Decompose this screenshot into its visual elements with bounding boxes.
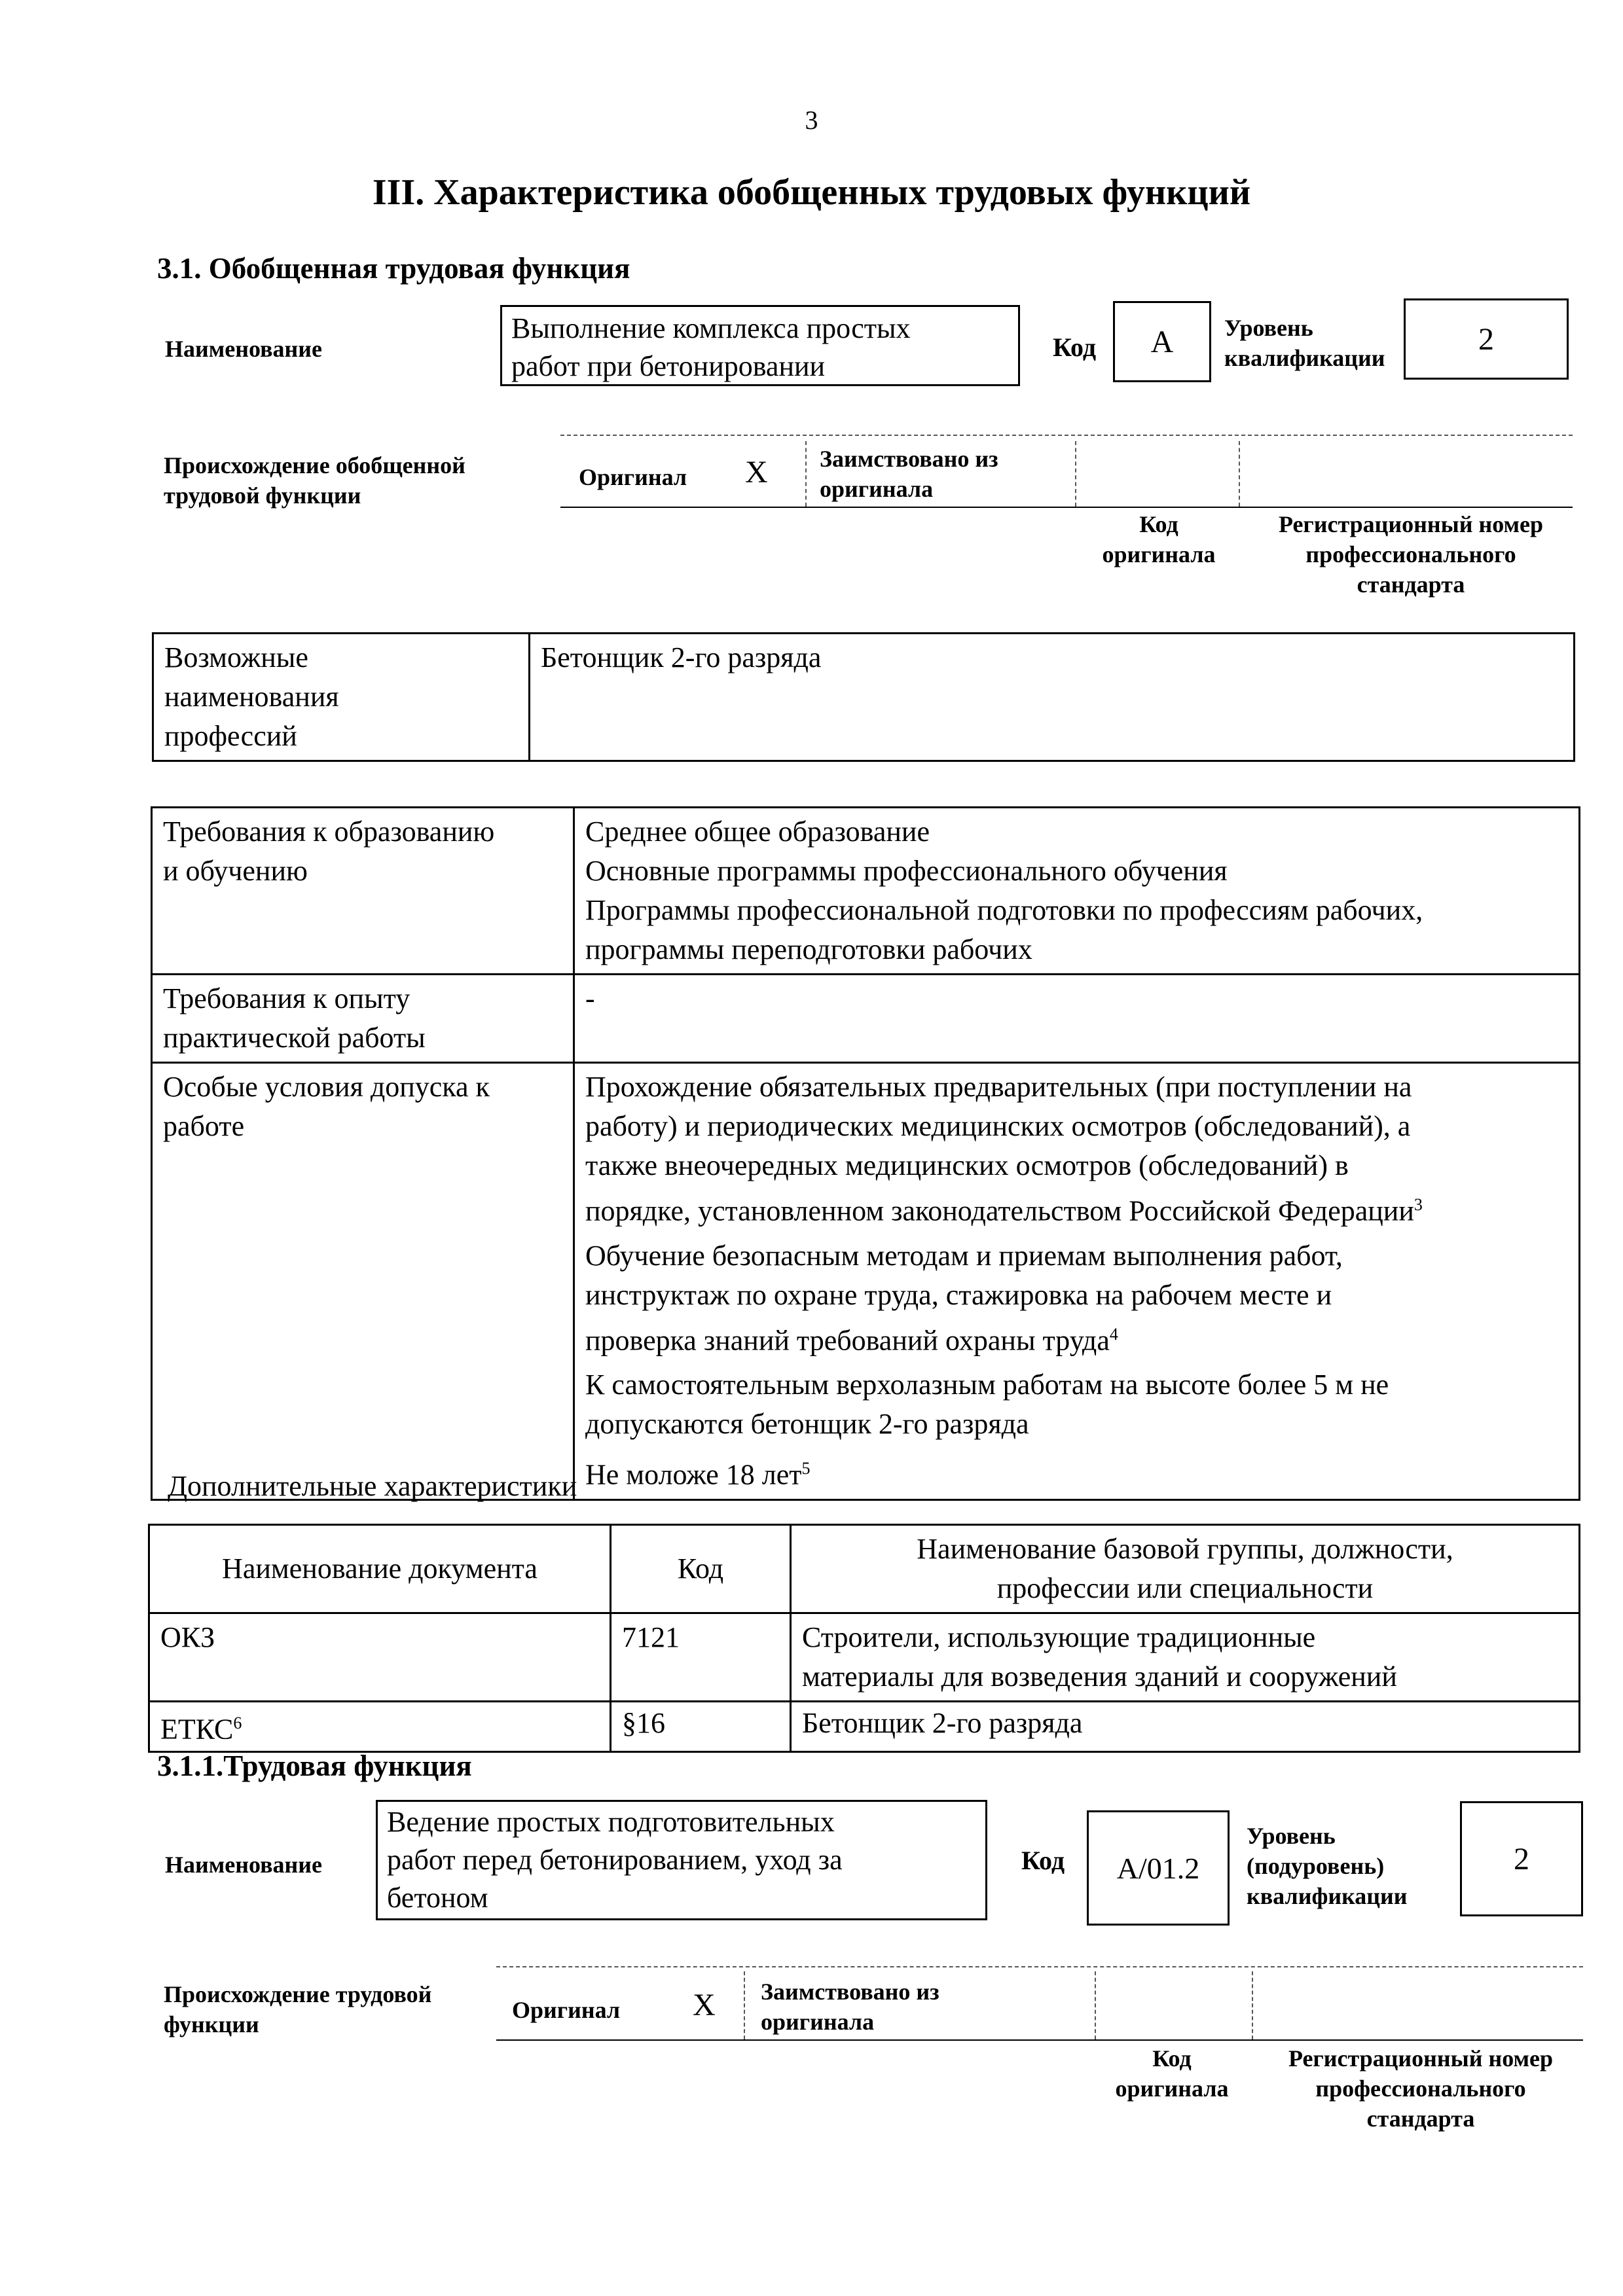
professions-table [152, 632, 1575, 762]
cond3-line1: К самостоятельным верхолазным работам на высоте более 5 м не [585, 1369, 1389, 1401]
extra-name-line1: Строители, использующие традиционные [802, 1621, 1316, 1653]
education-line1: Среднее общее образование [585, 816, 930, 848]
gtf-origin-divider-2 [1075, 441, 1076, 507]
gtf-origin-strip [560, 435, 1573, 508]
education-value [574, 808, 1580, 975]
condition-medical [585, 1067, 1568, 1231]
col-name-line1: Наименование базовой группы, должности, [917, 1533, 1453, 1565]
gtf-level-value: 2 [1478, 321, 1494, 357]
tf-name-box [376, 1800, 987, 1920]
condition-safety-training [585, 1236, 1568, 1361]
gtf-original-mark: Х [745, 455, 768, 490]
gtf-name-label: Наименование [165, 336, 322, 362]
extra-name: Бетонщик 2-го разряда [791, 1702, 1580, 1752]
experience-label [152, 975, 574, 1063]
cond2-line3-text: проверка знаний требований охраны труда [585, 1324, 1110, 1357]
tf-level-label-line1: Уровень [1247, 1823, 1336, 1849]
footnote-ref-5: 5 [801, 1459, 811, 1479]
tf-level-box [1460, 1801, 1583, 1916]
tf-heading: 3.1.1.Трудовая функция [157, 1749, 472, 1782]
extra-code: 7121 [611, 1613, 791, 1702]
cond1-line1: Прохождение обязательных предварительных (при поступлении на [585, 1071, 1412, 1103]
professions-label [153, 634, 530, 761]
tf-origin-divider-3 [1252, 1971, 1253, 2039]
gtf-reg-line1: Регистрационный номер [1278, 511, 1544, 537]
section-title: III. Характеристика обобщенных трудовых функций [372, 172, 1251, 213]
education-label-line2: и обучению [163, 855, 308, 887]
gtf-borrowed-line2: оригинала [820, 476, 934, 502]
tf-name-line3: бетоном [387, 1882, 488, 1914]
cond1-line4 [585, 1185, 1568, 1231]
cond1-line2: работу) и периодических медицинских осмотров (обследований), а [585, 1110, 1411, 1142]
extra-row [149, 1702, 1580, 1752]
tf-code-box [1087, 1810, 1230, 1926]
tf-origin-divider-1 [744, 1971, 745, 2039]
conditions-value [574, 1063, 1580, 1500]
tf-code-original-caption [1087, 2043, 1257, 2104]
tf-reg-caption [1257, 2043, 1584, 2134]
experience-label-line2: практической работы [163, 1022, 426, 1054]
gtf-origin-label [164, 450, 465, 511]
education-label [152, 808, 574, 975]
professions-label-line2: наименования [164, 681, 339, 713]
gtf-reg-line3: стандарта [1357, 571, 1465, 598]
experience-label-line1: Требования к опыту [163, 982, 410, 1014]
col-code-header: Код [611, 1525, 791, 1613]
requirements-table [151, 806, 1580, 1501]
gtf-origin-divider-3 [1239, 441, 1240, 507]
extra-name-line2: материалы для возведения зданий и сооружений [802, 1660, 1397, 1693]
extra-doc-text: ЕТКС [160, 1713, 234, 1746]
education-row [152, 808, 1580, 975]
tf-code-label: Код [1021, 1846, 1065, 1875]
tf-level-label-line2: (подуровень) [1247, 1853, 1385, 1879]
gtf-code-orig-line2: оригинала [1102, 541, 1216, 567]
professions-value: Бетонщик 2-го разряда [530, 634, 1575, 761]
gtf-code-orig-line1: Код [1139, 511, 1178, 537]
extra-doc [149, 1702, 611, 1752]
gtf-level-label-line1: Уровень [1224, 315, 1313, 341]
tf-code-orig-line2: оригинала [1115, 2075, 1229, 2102]
gtf-origin-divider-1 [805, 441, 807, 507]
extra-row [149, 1613, 1580, 1702]
cond1-line4-text: порядке, установленном законодательством Российской Федерации [585, 1194, 1414, 1227]
tf-origin-label [164, 1979, 431, 2039]
gtf-reg-caption [1250, 509, 1571, 600]
tf-borrowed-line1: Заимствовано из [761, 1979, 939, 2005]
education-label-line1: Требования к образованию [163, 816, 495, 848]
tf-origin-divider-2 [1095, 1971, 1096, 2039]
cond2-line3 [585, 1315, 1568, 1361]
experience-row [152, 975, 1580, 1063]
extra-header-row [149, 1525, 1580, 1613]
professions-label-line1: Возможные [164, 641, 308, 673]
education-line4: программы переподготовки рабочих [585, 933, 1032, 965]
tf-origin-label-line1: Происхождение трудовой [164, 1981, 432, 2007]
condition-age [585, 1449, 1568, 1495]
tf-level-label [1247, 1821, 1408, 1911]
gtf-code-box [1113, 301, 1211, 382]
extra-doc [149, 1613, 611, 1702]
col-doc-header: Наименование документа [149, 1525, 611, 1613]
conditions-label [152, 1063, 574, 1500]
gtf-name-line2: работ при бетонировании [511, 350, 826, 382]
gtf-level-label-line2: квалификации [1224, 345, 1385, 371]
gtf-original-label: Оригинал [579, 464, 687, 490]
gtf-name-line1: Выполнение комплекса простых [511, 312, 911, 344]
gtf-code-label: Код [1053, 332, 1097, 362]
tf-original-label: Оригинал [512, 1997, 621, 2023]
condition-height-work [585, 1365, 1568, 1444]
extra-heading: Дополнительные характеристики [168, 1470, 577, 1502]
tf-borrowed-label [761, 1977, 939, 2037]
professions-label-line3: профессий [164, 720, 297, 752]
gtf-code-original-caption [1074, 509, 1244, 569]
gtf-reg-line2: профессионального [1305, 541, 1516, 567]
conditions-label-line1: Особые условия допуска к [163, 1071, 490, 1103]
tf-name-line1: Ведение простых подготовительных [387, 1806, 835, 1838]
gtf-code-value: А [1150, 324, 1174, 359]
education-line3: Программы профессиональной подготовки по профессиям рабочих, [585, 894, 1423, 926]
gtf-origin-label-line1: Происхождение обобщенной [164, 452, 465, 478]
tf-code-orig-line1: Код [1152, 2045, 1192, 2072]
extra-code: §16 [611, 1702, 791, 1752]
cond2-line2: инструктаж по охране труда, стажировка на рабочем месте и [585, 1278, 1332, 1311]
tf-reg-line3: стандарта [1366, 2106, 1475, 2132]
tf-level-value: 2 [1514, 1841, 1529, 1876]
gtf-borrowed-label [820, 444, 998, 504]
tf-reg-line2: профессионального [1315, 2075, 1526, 2102]
gtf-level-label [1224, 313, 1385, 373]
page-number: 3 [805, 105, 818, 135]
tf-level-label-line3: квалификации [1247, 1883, 1408, 1909]
extra-doc-text: ОКЗ [160, 1621, 215, 1653]
extra-table [148, 1524, 1580, 1753]
tf-name-label: Наименование [165, 1852, 322, 1878]
tf-code-value: А/01.2 [1116, 1851, 1200, 1885]
footnote-ref-4: 4 [1109, 1324, 1118, 1344]
tf-borrowed-line2: оригинала [761, 2009, 875, 2035]
gtf-level-box [1404, 298, 1569, 380]
cond2-line1: Обучение безопасным методам и приемам выполнения работ, [585, 1239, 1343, 1272]
cond3-line2: допускаются бетонщик 2-го разряда [585, 1408, 1029, 1441]
extra-name [791, 1613, 1580, 1702]
col-name-header [791, 1525, 1580, 1613]
cond1-line3: также внеочередных медицинских осмотров (обследований) в [585, 1149, 1349, 1181]
tf-original-mark: Х [693, 1988, 716, 2022]
gtf-name-box [500, 305, 1020, 386]
tf-reg-line1: Регистрационный номер [1288, 2045, 1554, 2072]
gtf-borrowed-line1: Заимствовано из [820, 446, 998, 472]
tf-name-line2: работ перед бетонированием, уход за [387, 1844, 843, 1876]
experience-value: - [574, 975, 1580, 1063]
cond4-line1-text: Не моложе 18 лет [585, 1458, 802, 1491]
education-line2: Основные программы профессионального обучения [585, 855, 1228, 887]
col-name-line2: профессии или специальности [996, 1572, 1374, 1604]
gtf-origin-label-line2: трудовой функции [164, 482, 361, 509]
conditions-row [152, 1063, 1580, 1500]
conditions-label-line2: работе [163, 1110, 245, 1142]
gtf-heading: 3.1. Обобщенная трудовая функция [157, 252, 630, 285]
tf-origin-strip [496, 1966, 1583, 2041]
footnote-ref-3: 3 [1413, 1195, 1423, 1214]
professions-row [153, 634, 1575, 761]
tf-origin-label-line2: функции [164, 2011, 259, 2037]
footnote-ref-6: 6 [233, 1713, 242, 1732]
